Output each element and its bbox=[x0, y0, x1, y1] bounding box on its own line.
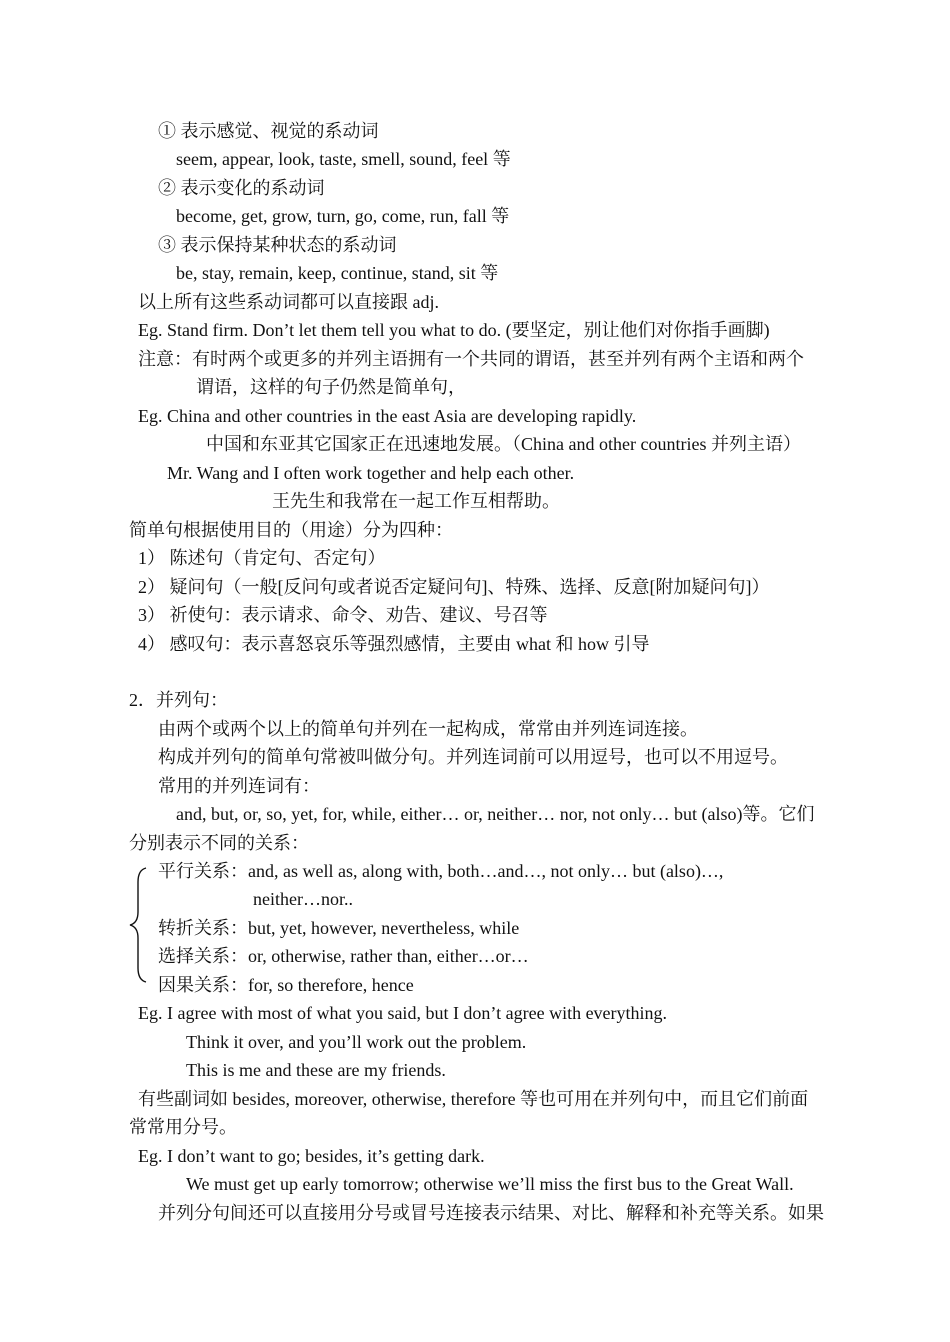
text-line: 以上所有这些系动词都可以直接跟 adj. bbox=[138, 292, 439, 312]
text-line: 中国和东亚其它国家正在迅速地发展。（China and other countries 并列主语） bbox=[206, 434, 801, 454]
text-line: Eg. China and other countries in the east Asia are developing rapidly. bbox=[138, 406, 637, 426]
text-line: 常用的并列连词有： bbox=[158, 776, 320, 796]
text-line: ② 表示变化的系动词 bbox=[158, 178, 325, 198]
relation-parallel: 平行关系：and, as well as, along with, both…and…, not only… but (also)…, bbox=[158, 861, 724, 881]
text-line: 简单句根据使用目的（用途）分为四种： bbox=[129, 520, 453, 540]
text-line: This is me and these are my friends. bbox=[186, 1060, 446, 1080]
curly-brace-icon bbox=[126, 866, 150, 984]
text-line: 4） 感叹句：表示喜怒哀乐等强烈感情，主要由 what 和 how 引导 bbox=[138, 634, 650, 654]
text-line: 注意：有时两个或更多的并列主语拥有一个共同的谓语，甚至并列有两个主语和两个 bbox=[138, 349, 804, 369]
text-line: 谓语，这样的句子仍然是简单句， bbox=[196, 377, 466, 397]
text-line: be, stay, remain, keep, continue, stand, sit 等 bbox=[176, 263, 499, 283]
text-line: 并列分句间还可以直接用分号或冒号连接表示结果、对比、解释和补充等关系。如果 bbox=[158, 1203, 824, 1223]
text-line: 由两个或两个以上的简单句并列在一起构成，常常由并列连词连接。 bbox=[158, 719, 698, 739]
text-line: 3） 祈使句：表示请求、命令、劝告、建议、号召等 bbox=[138, 605, 548, 625]
text-line: Eg. Stand firm. Don’t let them tell you what to do. (要坚定，别让他们对你指手画脚) bbox=[138, 320, 770, 340]
text-line: ③ 表示保持某种状态的系动词 bbox=[158, 235, 397, 255]
text-line: 1） 陈述句（肯定句、否定句） bbox=[138, 548, 386, 568]
text-line: 构成并列句的简单句常被叫做分句。并列连词前可以用逗号，也可以不用逗号。 bbox=[158, 747, 788, 767]
section-heading: 2．并列句： bbox=[129, 690, 228, 710]
text-line: 王先生和我常在一起工作互相帮助。 bbox=[272, 491, 560, 511]
relation-contrast: 转折关系：but, yet, however, nevertheless, while bbox=[158, 918, 520, 938]
text-line: We must get up early tomorrow; otherwise we’ll miss the first bus to the Great Wall. bbox=[186, 1174, 794, 1194]
text-line: become, get, grow, turn, go, come, run, fall 等 bbox=[176, 206, 510, 226]
text-line: 2） 疑问句（一般[反问句或者说否定疑问句]、特殊、选择、反意[附加疑问句]） bbox=[138, 577, 770, 597]
text-line: 有些副词如 besides, moreover, otherwise, therefore 等也可用在并列句中，而且它们前面 bbox=[138, 1089, 809, 1109]
text-line: neither…nor.. bbox=[253, 889, 353, 909]
text-line: and, but, or, so, yet, for, while, either… or, neither… nor, not only… but (also)等。它们 bbox=[176, 804, 815, 824]
relation-choice: 选择关系：or, otherwise, rather than, either…or… bbox=[158, 946, 529, 966]
text-line: 分别表示不同的关系： bbox=[129, 833, 309, 853]
text-line: 常常用分号。 bbox=[129, 1117, 237, 1137]
text-line: ① 表示感觉、视觉的系动词 bbox=[158, 121, 379, 141]
text-line: Think it over, and you’ll work out the problem. bbox=[186, 1032, 527, 1052]
relation-cause: 因果关系：for, so therefore, hence bbox=[158, 975, 414, 995]
text-line: Eg. I don’t want to go; besides, it’s getting dark. bbox=[138, 1146, 485, 1166]
text-line: Eg. I agree with most of what you said, but I don’t agree with everything. bbox=[138, 1003, 668, 1023]
text-line: seem, appear, look, taste, smell, sound, feel 等 bbox=[176, 149, 511, 169]
text-line: Mr. Wang and I often work together and help each other. bbox=[167, 463, 575, 483]
